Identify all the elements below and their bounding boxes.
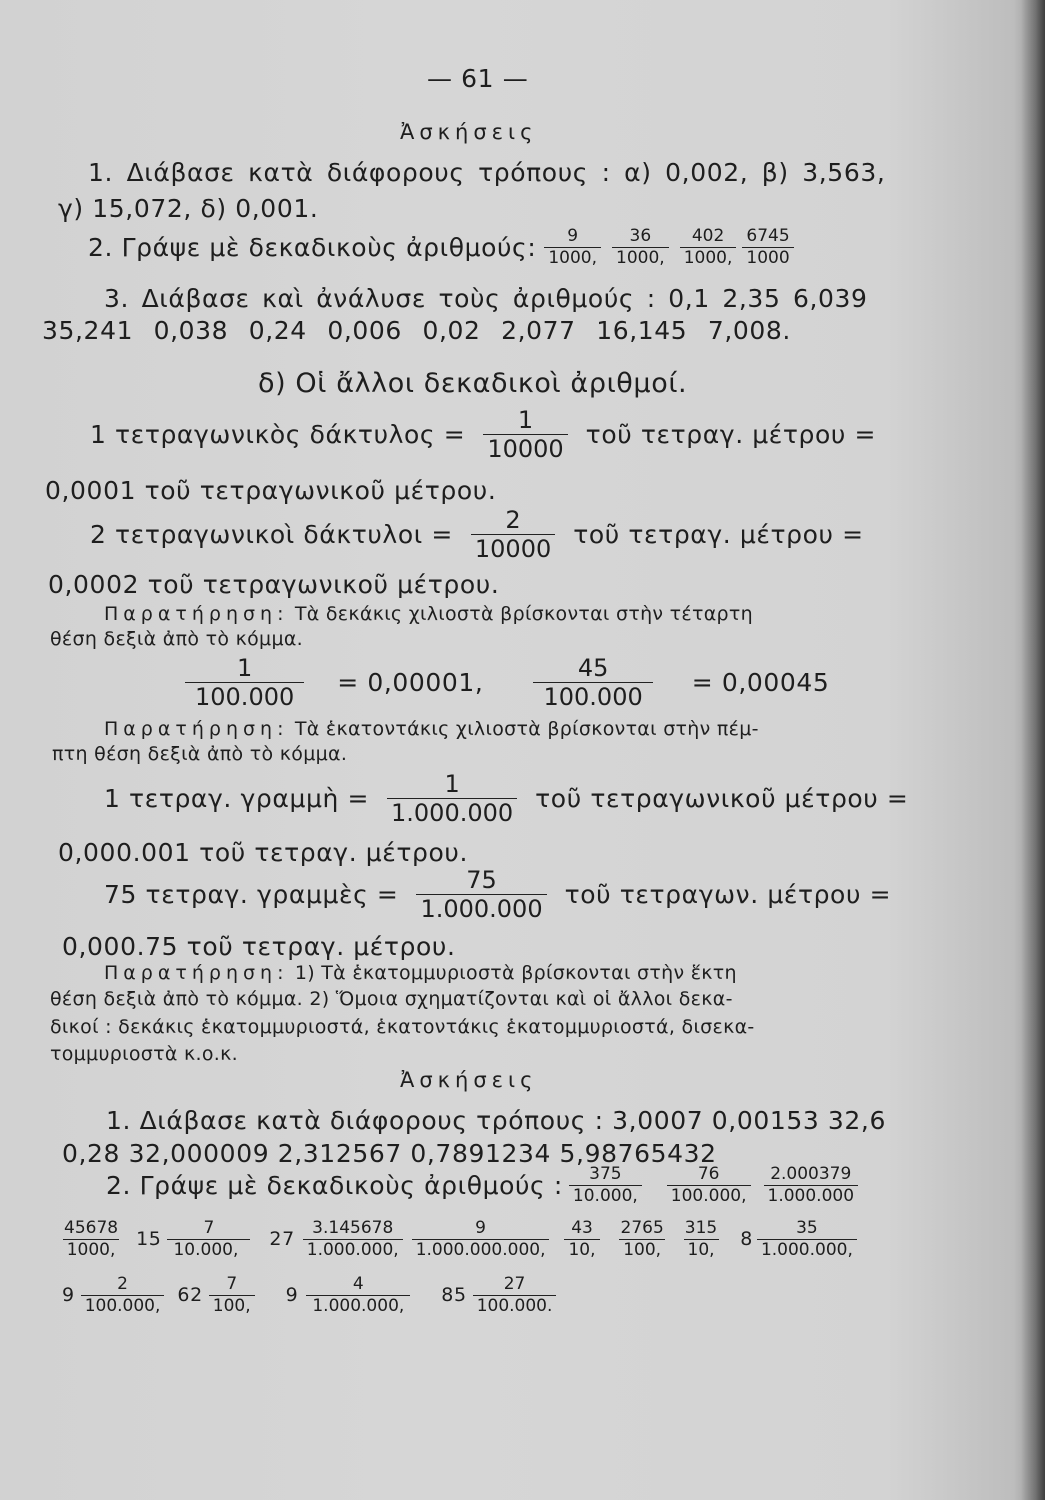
fraction: $\frac{1}{1.000.000}$: [387, 772, 517, 825]
exercise-2-label: 2. Γράψε μὲ δεκαδικοὺς ἀριθμούς:: [88, 233, 537, 262]
note-2-line-2: πτη θέση δεξιὰ ἀπὸ τὸ κόμμα.: [52, 743, 348, 765]
fraction: $\frac{1}{100.000}$: [185, 656, 304, 709]
exercise-2-2-row-2: [60, 1220, 860, 1259]
fraction: $\frac{45}{100.000}$: [533, 656, 652, 709]
fraction: $\frac{4}{1.000.000,}$: [306, 1276, 410, 1315]
fraction: $\frac{7}{100,}$: [209, 1276, 255, 1315]
integer-part: 15: [136, 1228, 162, 1250]
fraction: $\frac{315}{10,}$: [684, 1218, 718, 1260]
equation-line-3: $\frac{1}{100.000}$ = 0,00001, $\frac{45}{100.000}$ = 0,00045: [182, 656, 829, 709]
fraction: $\frac{375}{10.000,}$: [569, 1166, 642, 1205]
exercises-heading: Ἀσκήσεις: [400, 120, 538, 144]
note-3-line-3: δικοί : δεκάκις ἑκατομμυριοστά, ἑκατοντάκις ἑκατομμυριοστά, δισεκα-: [50, 1016, 755, 1038]
note-3-line-2: θέση δεξιὰ ἀπὸ τὸ κόμμα. 2) Ὅμοια σχηματίζονται καὶ οἱ ἄλλοι δεκα-: [50, 988, 733, 1010]
exercise-2-row: [88, 228, 797, 267]
section-title: δ) Οἱ ἄλλοι δεκαδικοὶ ἀριθμοί.: [258, 368, 688, 399]
fraction: $\frac{3.145678}{1.000.000,}$: [303, 1220, 403, 1259]
note-1-line-1: Παρατήρηση: Τὰ δεκάκις χιλιοστὰ βρίσκονται στὴν τέταρτη: [104, 603, 753, 625]
equation-line-2: 2 τετραγωνικοὶ δάκτυλοι = $\frac{2}{10000}$ τοῦ τετραγ. μέτρου =: [90, 506, 864, 563]
fraction: $\frac{75}{1.000.000}$: [416, 868, 546, 921]
integer-part: 27: [269, 1228, 295, 1250]
fraction: $\frac{7}{10.000,}$: [167, 1220, 250, 1259]
text-line: 0,000.75 τοῦ τετραγ. μέτρου.: [62, 932, 456, 961]
exercise-1-line-1: 1. Διάβασε κατὰ διάφορους τρόπους : α) 0,002, β) 3,563,: [88, 158, 886, 187]
note-3-line-4: τομμυριοστὰ κ.ο.κ.: [50, 1043, 238, 1065]
exercise-3-line-2: 35,241 0,038 0,24 0,006 0,02 2,077 16,145 7,008.: [42, 316, 791, 345]
fraction: $\frac{6745}{1000}$: [742, 228, 793, 267]
integer-part: 9: [285, 1284, 299, 1306]
fraction: $\frac{9}{1.000.000.000,}$: [412, 1220, 550, 1259]
fraction: $\frac{76}{100.000,}$: [667, 1166, 751, 1205]
exercise-2-2-row-3: [62, 1276, 559, 1315]
exercise-1-line-2: γ) 15,072, δ) 0,001.: [58, 194, 319, 223]
page-edge-shadow: [1021, 0, 1045, 1500]
note-label: Παρατήρηση:: [104, 718, 289, 740]
fraction: $\frac{2}{10000}$: [471, 508, 555, 561]
fraction: $\frac{9}{1000,}$: [544, 228, 601, 267]
integer-part: 85: [441, 1284, 467, 1306]
page-number: — 61 —: [427, 64, 529, 93]
note-label: Παρατήρηση:: [104, 962, 289, 984]
fraction: $\frac{402}{1000,}$: [680, 228, 737, 267]
fraction: $\frac{27}{100.000.}$: [473, 1276, 557, 1315]
equation-line-1: 1 τετραγωνικὸς δάκτυλος = $\frac{1}{10000}$ τοῦ τετραγ. μέτρου =: [90, 406, 877, 463]
text-line: 0,0001 τοῦ τετραγωνικοῦ μέτρου.: [45, 476, 497, 505]
fraction: $\frac{45678}{1000,}$: [64, 1218, 119, 1260]
exercise-2-2-row-1: 2. Γράψε μὲ δεκαδικοὺς ἀριθμούς : $\frac{375}{10.000,}$ $\frac{76}{100.000,}$ $\frac{2.000379}{1.000.000}$: [106, 1166, 861, 1205]
equation-line-5: 75 τετραγ. γραμμὲς = $\frac{75}{1.000.000}$ τοῦ τετραγων. μέτρου =: [104, 866, 892, 923]
text-line: 0,000.001 τοῦ τετραγ. μέτρου.: [58, 838, 469, 867]
note-1-line-2: θέση δεξιὰ ἀπὸ τὸ κόμμα.: [50, 628, 303, 650]
text-line: 0,0002 τοῦ τετραγωνικοῦ μέτρου.: [48, 570, 500, 599]
integer-part: 9: [62, 1284, 75, 1306]
exercise-2-1-line-2: 0,28 32,000009 2,312567 0,7891234 5,98765432: [62, 1139, 717, 1168]
exercise-3-line-1: 3. Διάβασε καὶ ἀνάλυσε τοὺς ἀριθμούς : 0,1 2,35 6,039: [104, 284, 868, 313]
integer-part: 8: [740, 1228, 753, 1250]
fraction: $\frac{2.000379}{1.000.000}$: [764, 1166, 859, 1205]
exercises-heading-2: Ἀσκήσεις: [400, 1068, 538, 1092]
fraction: $\frac{2765}{100,}$: [620, 1218, 664, 1260]
fraction: $\frac{2}{100.000,}$: [81, 1276, 165, 1315]
equation-line-4: 1 τετραγ. γραμμὴ = $\frac{1}{1.000.000}$ τοῦ τετραγωνικοῦ μέτρου =: [104, 770, 909, 827]
fraction: $\frac{1}{10000}$: [483, 408, 567, 461]
exercise-2-1-line-1: 1. Διάβασε κατὰ διάφορους τρόπους : 3,0007 0,00153 32,6: [106, 1106, 886, 1135]
fraction: $\frac{36}{1000,}$: [612, 228, 669, 267]
fraction: $\frac{35}{1.000.000,}$: [757, 1220, 857, 1259]
fraction: $\frac{43}{10,}$: [564, 1220, 599, 1259]
note-label: Παρατήρηση:: [104, 603, 289, 625]
note-2-line-1: Παρατήρηση: Τὰ ἑκατοντάκις χιλιοστὰ βρίσκονται στὴν πέμ-: [104, 718, 759, 740]
integer-part: 62: [177, 1284, 203, 1306]
note-3-line-1: Παρατήρηση: 1) Τὰ ἑκατομμυριοστὰ βρίσκονται στὴν ἕκτη: [104, 962, 737, 984]
